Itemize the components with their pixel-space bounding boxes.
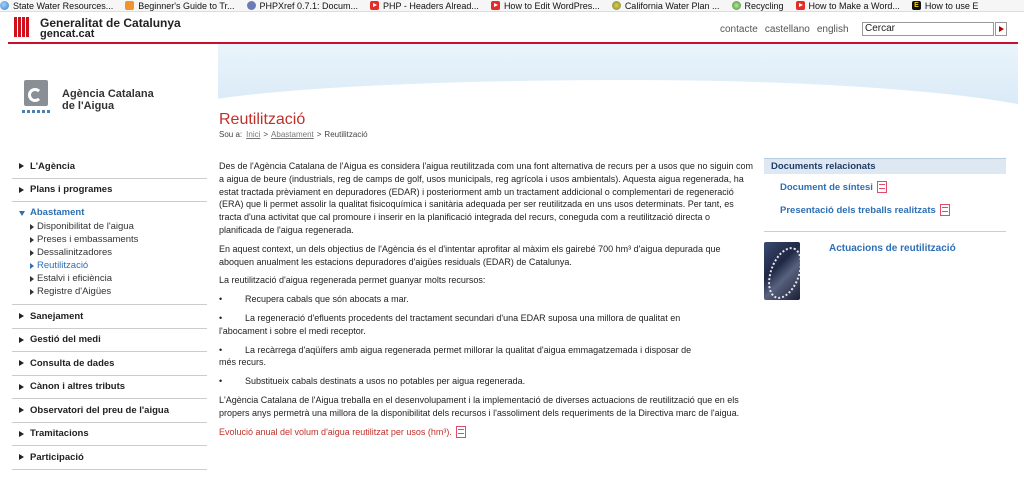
gencat-logo-icon[interactable]	[14, 17, 34, 37]
bookmark-edit-wordpress[interactable]: How to Edit WordPres...	[491, 1, 600, 11]
nav-sub-reutilitzacio[interactable]: Reutilització	[30, 259, 207, 272]
nav-sub-disponibilitat[interactable]: Disponibilitat de l'aigua	[30, 220, 207, 233]
actions-link[interactable]: Actuacions de reutilització	[829, 243, 956, 254]
nav-item-abastament-label[interactable]: Abastament	[30, 207, 85, 218]
chevron-right-icon	[19, 337, 24, 343]
breadcrumb-current: Reutilització	[324, 130, 368, 139]
list-item: • Recupera cabals que són abocats a mar.	[219, 293, 753, 306]
doc-link-presentacio[interactable]: Presentació dels treballs realitzats	[780, 204, 950, 216]
link-english[interactable]: english	[816, 24, 849, 35]
bookmark-beginners-guide[interactable]: Beginner's Guide to Tr...	[125, 1, 234, 11]
bookmark-california-water[interactable]: California Water Plan ...	[612, 1, 720, 11]
list-item: • La regeneració d'efluents procedents del tractament secundari d'una EDAR suposa una millora de qualitat en l'abocament i sobre el medi receptor.	[219, 312, 753, 338]
breadcrumb-separator: >	[316, 130, 322, 139]
gencat-header	[0, 13, 1024, 43]
intro-paragraph: Des de l'Agència Catalana de l'Aigua es considera l'aigua reutilitzada com una font alternativa de recurs per a usos que no siguin com a aigua de beure (industrials, reg de camps de golf, usos municipals, reg agrícola i usos ambientals). Aquesta aigua regenerada, ha estat tractada prèviament en depuradores (EDAR) i posteriorment amb un tractament addicional o complementari de regeneració (ERA) que li permet assolir la qualitat fisicoquímica i sanitària adequada per ser reutilitzada en uns usos determinats. Per tant, es tracta d'una activitat que cal promoure i inserir en la planificació integrada del recurs, coneguda com a reutilització directa o planificada de l'aigua regenerada.	[219, 161, 753, 235]
benefits-intro: La reutilització d'aigua regenerada permet guanyar molts recursos:	[219, 275, 486, 286]
actions-thumbnail[interactable]	[764, 242, 800, 300]
chevron-right-icon	[19, 431, 24, 437]
breadcrumb-separator: >	[263, 130, 269, 139]
e-icon: E	[912, 1, 921, 10]
bookmark-php-headers[interactable]: PHP - Headers Alread...	[370, 1, 479, 11]
sidebar-nav	[12, 155, 207, 470]
youtube-icon	[370, 1, 379, 10]
nav-item-tramitacions[interactable]: Tramitacions	[12, 423, 207, 447]
agency-name-line2[interactable]: de l'Aigua	[62, 100, 115, 112]
nav-item-sanejament[interactable]: Sanejament	[12, 305, 207, 329]
list-item: • Substitueix cabals destinats a usos no potables per aigua regenerada.	[219, 375, 753, 388]
pdf-icon[interactable]	[939, 204, 950, 214]
recycling-icon	[732, 1, 741, 10]
youtube-icon	[796, 1, 805, 10]
nav-item-abastament	[12, 202, 207, 305]
actions-paragraph: L'Agència Catalana de l'Aigua treballa en el desenvolupament i la implementació de diverses actuacions de reutilització que en els propers anys permetrà una millora de la disponibilitat dels recursos i l'assoliment dels requeriments de la Directiva marc de l'aigua.	[219, 394, 740, 418]
page-banner	[218, 44, 1018, 112]
breadcrumb-inici[interactable]: Inici	[246, 130, 261, 139]
chevron-right-icon	[19, 454, 24, 460]
chevron-right-icon	[19, 313, 24, 319]
doc-link-sintesi[interactable]: Document de síntesi	[780, 181, 887, 193]
pdf-icon[interactable]	[455, 426, 466, 436]
nav-sub-preses[interactable]: Preses i embassaments	[30, 233, 207, 246]
bookmark-recycling[interactable]: Recycling	[732, 1, 784, 11]
globe-icon	[0, 1, 9, 10]
nav-item-canon[interactable]: Cànon i altres tributs	[12, 376, 207, 400]
chevron-right-icon	[19, 384, 24, 390]
nav-item-consulta[interactable]: Consulta de dades	[12, 352, 207, 376]
list-item: • La recàrrega d'aqüífers amb aigua regenerada permet millorar la qualitat d'aigua emmagatzemada i disposar de més recurs.	[219, 344, 753, 370]
bookmark-state-water[interactable]: State Water Resources...	[0, 1, 113, 11]
php-icon	[247, 1, 256, 10]
agency-logo-icon[interactable]	[22, 80, 58, 114]
context-paragraph: En aquest context, un dels objectius de l'Agència és el d'intentar aprofitar al màxim els gairebé 700 hm³ d'aigua depurada que aboquen anualment les estacions depuradores d'aigües residuals (EDAR) de Catalunya.	[219, 243, 721, 267]
gencat-title[interactable]: Generalitat de Catalunya	[40, 16, 181, 30]
chevron-right-icon	[19, 163, 24, 169]
breadcrumb-prefix: Sou a:	[219, 130, 243, 139]
bookmarks-bar	[0, 0, 1024, 12]
nav-item-gestio[interactable]: Gestió del medi	[12, 329, 207, 353]
top-links	[720, 24, 856, 35]
search-input[interactable]: Cercar	[862, 22, 994, 36]
bookmark-how-to-use[interactable]: E How to use E	[912, 1, 979, 11]
bookmark-make-word[interactable]: How to Make a Word...	[796, 1, 900, 11]
youtube-icon	[491, 1, 500, 10]
pdf-icon[interactable]	[876, 181, 887, 191]
link-castellano[interactable]: castellano	[764, 24, 810, 35]
nav-item-participacio[interactable]: Participació	[12, 446, 207, 470]
agency-name-line1[interactable]: Agència Catalana	[62, 88, 154, 100]
search-go-button[interactable]	[995, 22, 1007, 36]
gencat-subtitle[interactable]: gencat.cat	[40, 28, 95, 40]
nav-item-agencia[interactable]: L'Agència	[12, 155, 207, 179]
breadcrumb-abastament[interactable]: Abastament	[271, 130, 314, 139]
nav-sub-dessalinitzadores[interactable]: Dessalinitzadores	[30, 246, 207, 259]
related-documents-heading: Documents relacionats	[764, 158, 1006, 174]
main-content	[219, 160, 753, 444]
related-documents-list	[764, 174, 1006, 232]
breadcrumb	[219, 130, 368, 139]
nav-item-plans[interactable]: Plans i programes	[12, 179, 207, 203]
nav-item-observatori[interactable]: Observatori del preu de l'aigua	[12, 399, 207, 423]
evolution-link[interactable]: Evolució anual del volum d'aigua reutilitzat per usos (hm³).	[219, 426, 452, 437]
chevron-right-icon	[19, 407, 24, 413]
nav-sub-registre[interactable]: Registre d'Aigües	[30, 285, 207, 298]
nav-sub-estalvi[interactable]: Estalvi i eficiència	[30, 272, 207, 285]
page-title: Reutilització	[219, 111, 306, 128]
chevron-down-icon	[19, 211, 25, 216]
chevron-right-icon	[19, 187, 24, 193]
link-contacte[interactable]: contacte	[720, 24, 758, 35]
california-water-icon	[612, 1, 621, 10]
orange-favicon-icon	[125, 1, 134, 10]
chevron-right-icon	[19, 360, 24, 366]
bookmark-phpxref[interactable]: PHPXref 0.7.1: Docum...	[247, 1, 359, 11]
